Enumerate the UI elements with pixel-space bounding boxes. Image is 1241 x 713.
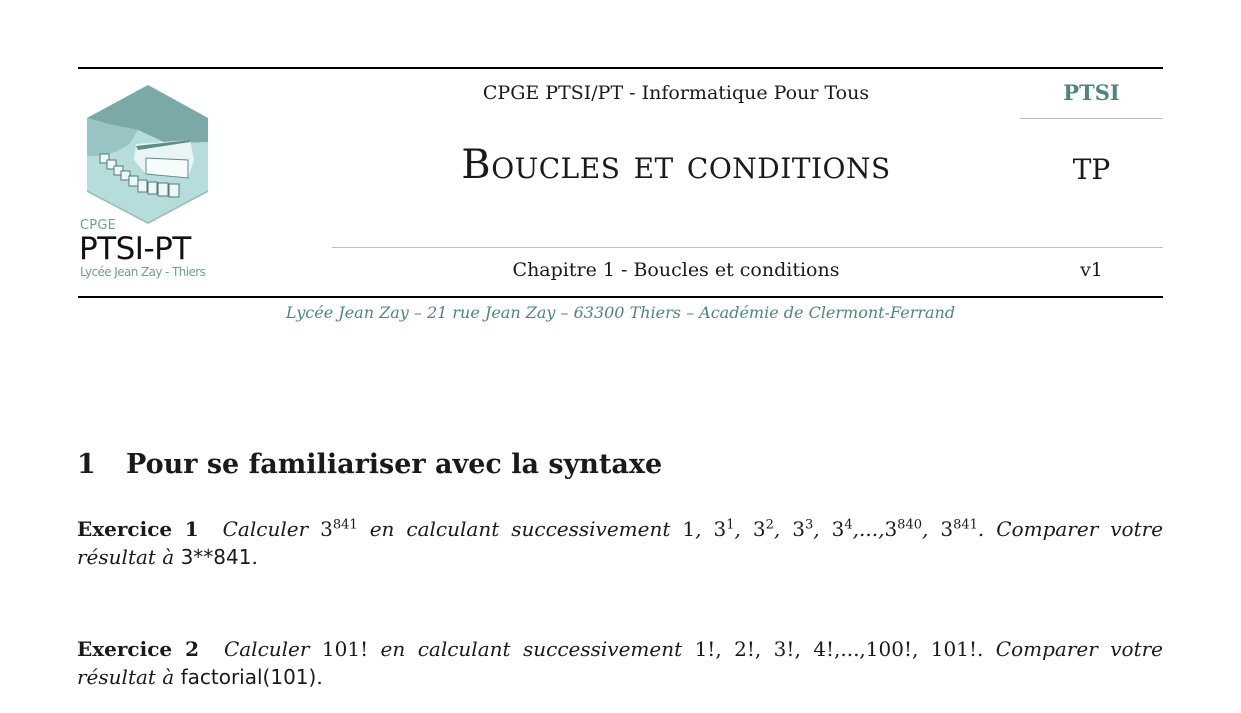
section-number: 1 [77,449,96,480]
logo-sub-text: Lycée Jean Zay - Thiers [80,265,206,279]
document-title: Boucles et conditions [461,142,891,188]
header-top-rule [78,67,1163,69]
level-badge: PTSI [1063,80,1120,105]
exercise-label: Exercice 1 [77,517,199,541]
school-address: Lycée Jean Zay – 21 rue Jean Zay – 63300 Thiers – Académie de Clermont-Ferrand [285,303,956,322]
header-chapter-rule [332,247,1163,248]
header-level-rule [1020,118,1163,119]
chapter-name: Chapitre 1 - Boucles et conditions [512,259,840,281]
document-version: v1 [1080,259,1103,281]
code-snippet: factorial(101) [180,665,317,689]
logo-cpge-text: CPGE [80,218,117,233]
exercise-label: Exercice 2 [77,637,200,661]
section-title: Pour se familiariser avec la syntaxe [126,449,663,480]
course-name: CPGE PTSI/PT - Informatique Pour Tous [482,82,870,104]
section-heading [77,449,662,480]
document-type: TP [1072,153,1111,186]
code-snippet: 3**841 [180,545,252,569]
exercise-2: Exercice 2 Calculer 101! en calculant successivement 1!, 2!, 3!, 4!,...,100!, 101!. Comparer votre résultat à factorial(101). [77,637,1164,689]
header-bottom-rule [78,296,1163,298]
exercise-1: Exercice 1 Calculer $3^{841}$ en calculant successivement 1, $3^1$, $3^2$, $3^3$, $3^4,...,3^{840}$, $3^{841}$. Comparer votre résultat à 3**841. [77,517,1164,569]
logo-main-text: PTSI-PT [79,231,191,267]
